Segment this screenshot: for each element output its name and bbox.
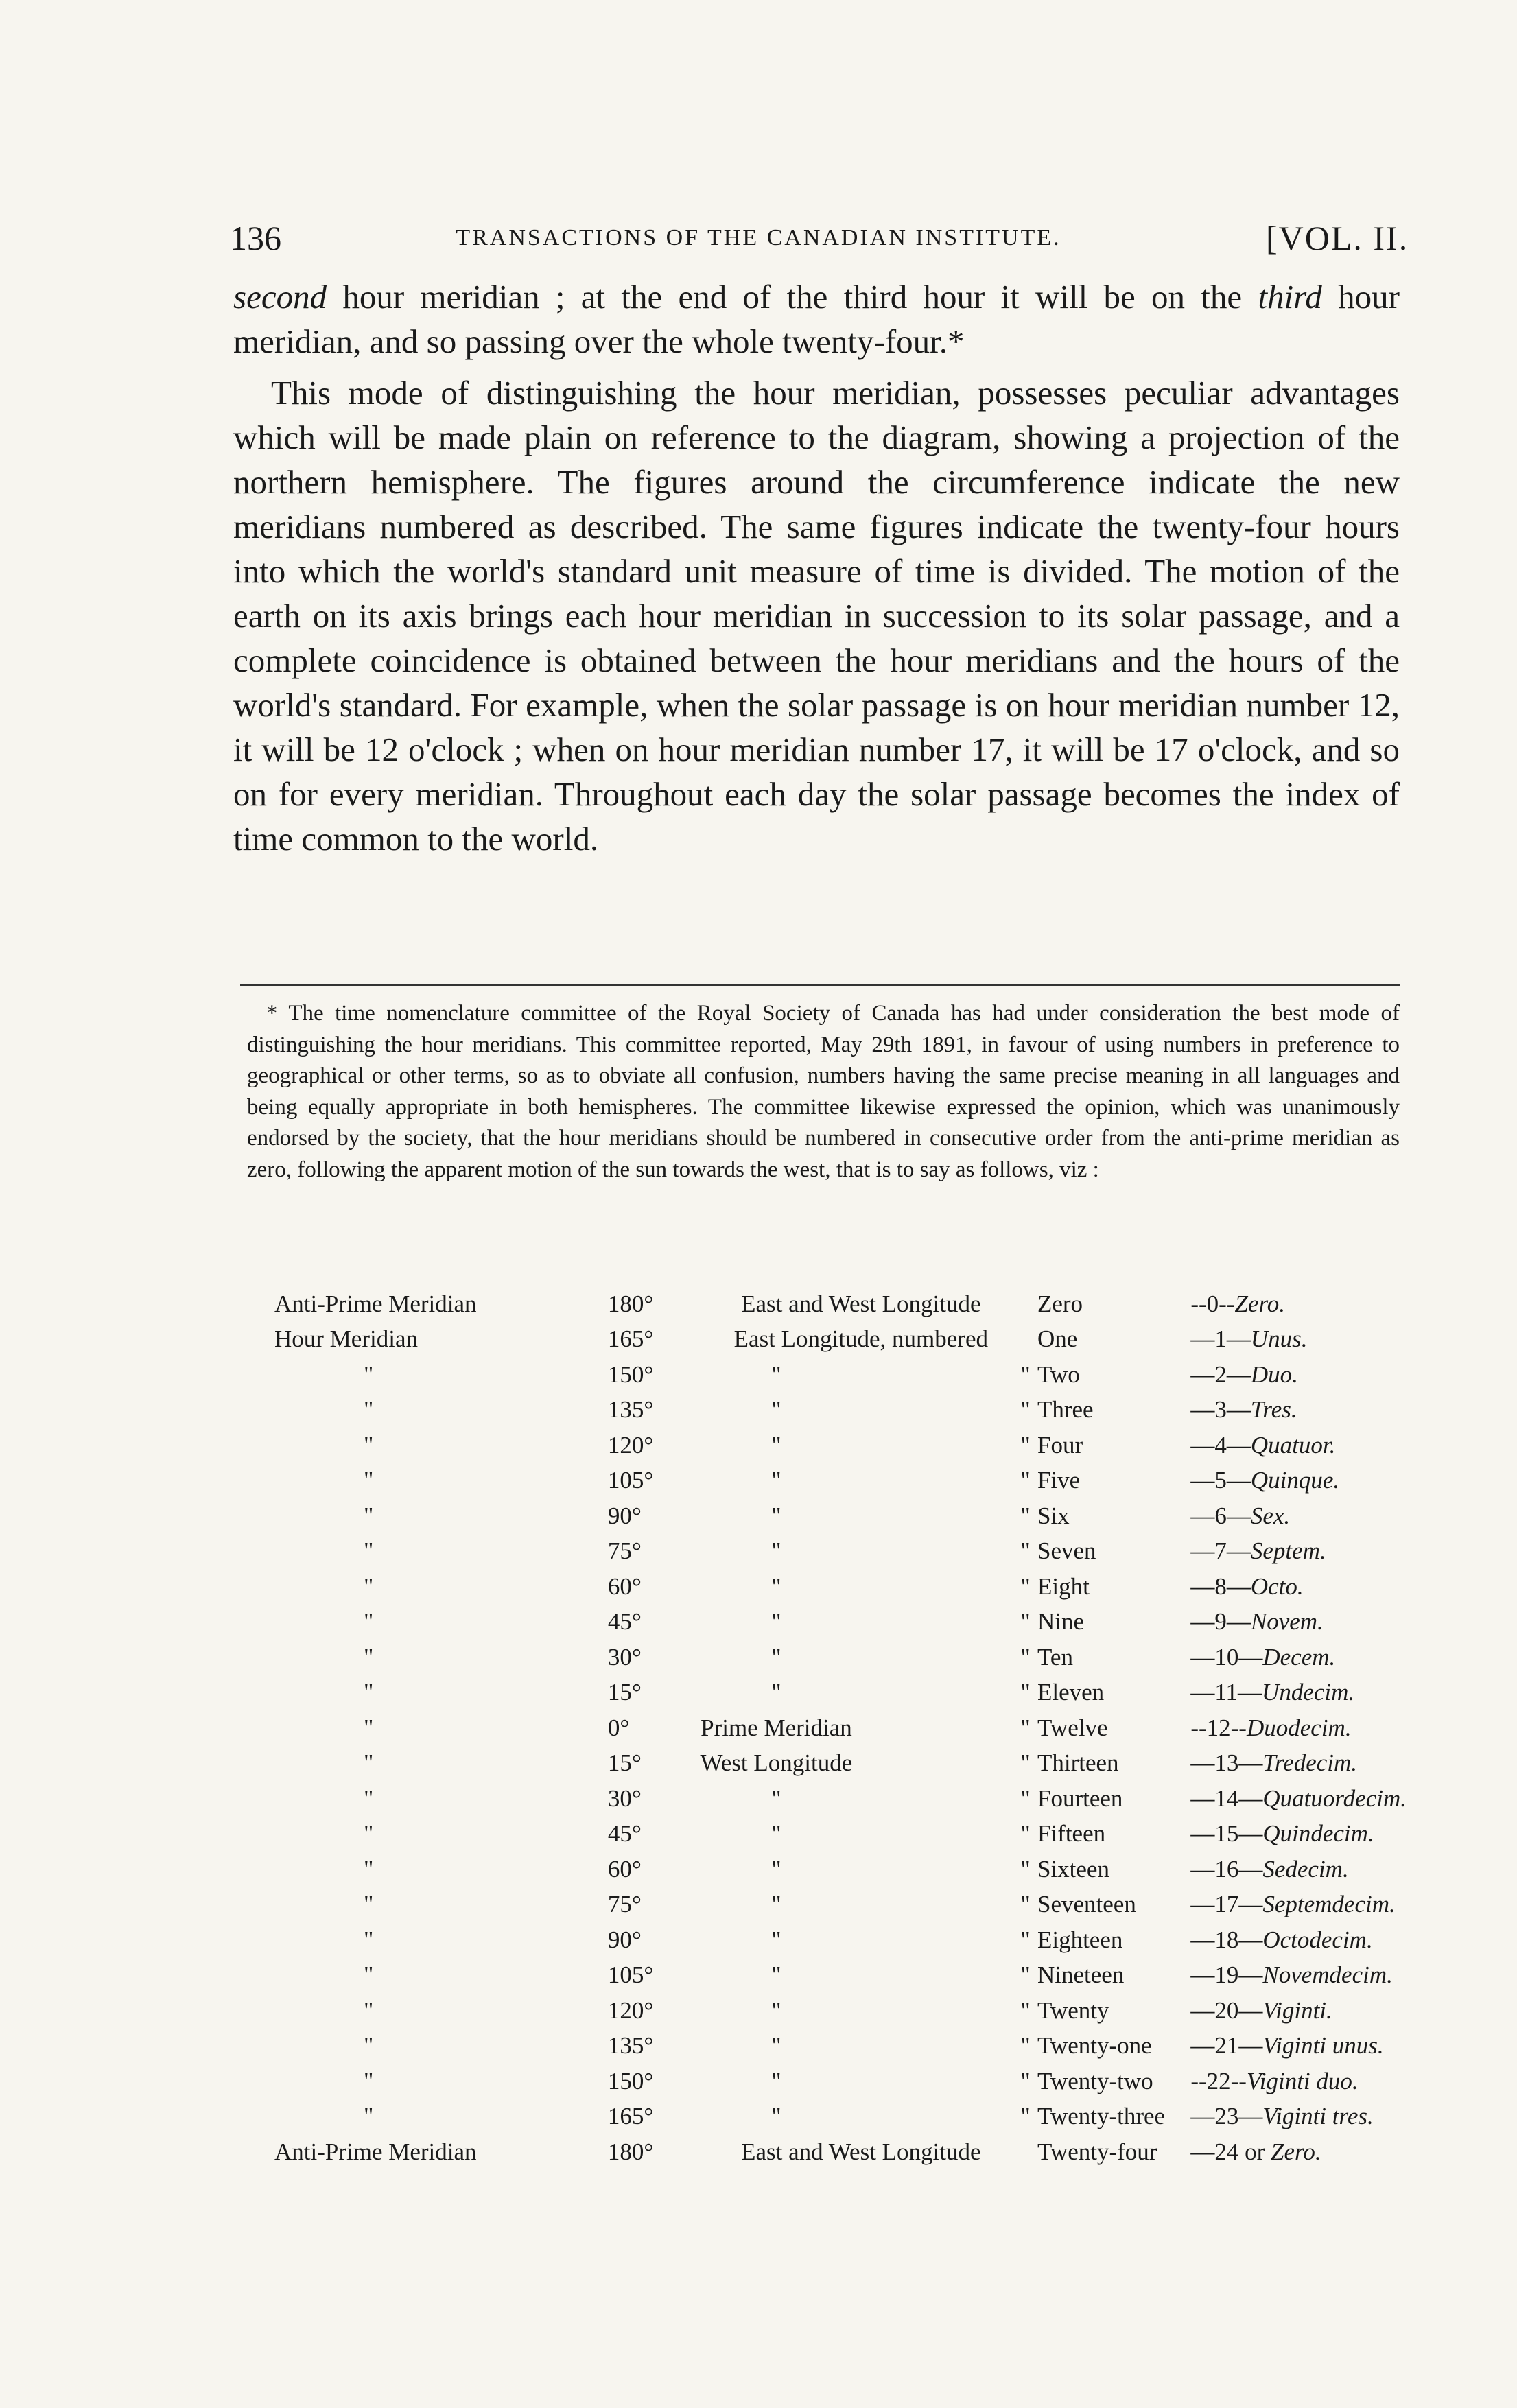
meridian-degree: 150° bbox=[607, 2067, 654, 2094]
meridian-description bbox=[685, 1781, 1037, 1817]
meridian-description bbox=[685, 1498, 1037, 1534]
latin-name: Sex. bbox=[1250, 1502, 1291, 1529]
description-text: " bbox=[771, 1502, 781, 1529]
meridian-description bbox=[685, 1605, 1037, 1640]
meridian-latin bbox=[1190, 1428, 1407, 1463]
meridian-numeral: —17— bbox=[1190, 1891, 1263, 1918]
description-text: " bbox=[771, 1537, 781, 1565]
meridian-degree: 120° bbox=[607, 1431, 654, 1459]
ditto-mark: " bbox=[1020, 1537, 1031, 1565]
meridian-numeral: —1— bbox=[1190, 1325, 1251, 1353]
footnote-text: * The time nomenclature committee of the Royal Society of Canada has had under consideration the best mode of distinguishing the hour meridians. This committee reported, May 29th 1891, in favour of using numbers in preference to geographical or other terms, so as to obviate all confusion, numbers having the same precise meaning in all languages and being equally appropriate in both hemispheres. The committee likewise expressed the opinion, which was unanimously endorsed by the society, that the hour meridians should be numbered in consecutive order from the anti-prime meridian as zero, following the apparent motion of the sun towards the west, that is to say as follows, viz : bbox=[247, 1001, 1400, 1182]
meridian-degree: 45° bbox=[607, 1608, 642, 1636]
meridian-name: " bbox=[364, 1961, 374, 1989]
meridian-description bbox=[685, 1393, 1037, 1428]
meridian-row bbox=[274, 1498, 1407, 1534]
meridian-degree: 15° bbox=[607, 1749, 642, 1777]
ditto-mark: " bbox=[1020, 2067, 1031, 2094]
latin-name: Novem. bbox=[1250, 1608, 1324, 1636]
latin-name: Septem. bbox=[1250, 1537, 1326, 1565]
meridian-degree: 90° bbox=[607, 1502, 642, 1529]
meridian-description bbox=[685, 2134, 1037, 2170]
meridian-number-word: Three bbox=[1037, 1396, 1094, 1424]
meridian-numeral: --0-- bbox=[1190, 1290, 1235, 1317]
meridian-table-body bbox=[274, 1286, 1407, 2170]
meridian-description bbox=[685, 1463, 1037, 1499]
meridian-degree: 135° bbox=[607, 2032, 654, 2059]
meridian-latin bbox=[1190, 1710, 1407, 1746]
emphasis-second: second bbox=[233, 278, 327, 316]
meridian-numeral: —21— bbox=[1190, 2032, 1263, 2059]
meridian-name: " bbox=[364, 2103, 374, 2130]
ditto-mark: " bbox=[1020, 1679, 1031, 1706]
meridian-description bbox=[685, 1993, 1037, 2029]
meridian-number-word: Seven bbox=[1037, 1537, 1096, 1565]
meridian-degree: 165° bbox=[607, 2103, 654, 2130]
meridian-numeral: --12-- bbox=[1190, 1714, 1247, 1741]
meridian-name: " bbox=[364, 1855, 374, 1882]
meridian-numeral: —13— bbox=[1190, 1749, 1263, 1777]
meridian-numeral: —14— bbox=[1190, 1784, 1263, 1812]
meridian-number-word: Six bbox=[1037, 1502, 1070, 1529]
meridian-table bbox=[274, 1286, 1407, 2170]
latin-name: Quindecim. bbox=[1262, 1820, 1374, 1848]
meridian-degree: 30° bbox=[607, 1784, 642, 1812]
latin-name: Viginti unus. bbox=[1262, 2032, 1384, 2059]
meridian-description bbox=[685, 1569, 1037, 1605]
meridian-name: " bbox=[364, 1467, 374, 1494]
meridian-latin bbox=[1190, 1393, 1407, 1428]
description-text: " bbox=[771, 1608, 781, 1636]
description-text: Prime Meridian bbox=[701, 1714, 852, 1741]
meridian-name: " bbox=[364, 1926, 374, 1953]
meridian-numeral: —7— bbox=[1190, 1537, 1251, 1565]
ditto-mark: " bbox=[1020, 1891, 1031, 1918]
meridian-name: " bbox=[364, 1784, 374, 1812]
description-text: " bbox=[771, 1926, 781, 1953]
meridian-number-word: Four bbox=[1037, 1431, 1083, 1459]
meridian-numeral: —5— bbox=[1190, 1467, 1251, 1494]
meridian-row bbox=[274, 1534, 1407, 1570]
latin-name: Novemdecim. bbox=[1262, 1961, 1393, 1989]
meridian-numeral: —16— bbox=[1190, 1855, 1263, 1882]
meridian-row bbox=[274, 1428, 1407, 1463]
meridian-number-word: Twenty-three bbox=[1037, 2103, 1166, 2130]
meridian-name: " bbox=[364, 1820, 374, 1848]
meridian-latin bbox=[1190, 1922, 1407, 1958]
meridian-number-word: Five bbox=[1037, 1467, 1081, 1494]
footnote bbox=[247, 998, 1400, 1185]
ditto-mark: " bbox=[1020, 1643, 1031, 1671]
meridian-number-word: Eighteen bbox=[1037, 1926, 1123, 1953]
latin-name: Duodecim. bbox=[1246, 1714, 1352, 1741]
meridian-latin bbox=[1190, 1286, 1407, 1322]
meridian-degree: 150° bbox=[607, 1360, 654, 1388]
description-text: " bbox=[771, 1467, 781, 1494]
meridian-degree: 105° bbox=[607, 1961, 654, 1989]
meridian-latin bbox=[1190, 1852, 1407, 1887]
meridian-latin bbox=[1190, 1640, 1407, 1675]
meridian-name: " bbox=[364, 1714, 374, 1741]
meridian-number-word: Sixteen bbox=[1037, 1855, 1109, 1882]
meridian-description bbox=[685, 1286, 1037, 1322]
meridian-degree: 15° bbox=[607, 1679, 642, 1706]
latin-name: Undecim. bbox=[1262, 1679, 1355, 1706]
meridian-degree: 120° bbox=[607, 1996, 654, 2024]
meridian-latin bbox=[1190, 1958, 1407, 1994]
description-text: " bbox=[771, 1679, 781, 1706]
meridian-row bbox=[274, 1393, 1407, 1428]
meridian-description bbox=[685, 1640, 1037, 1675]
meridian-row bbox=[274, 1605, 1407, 1640]
meridian-description bbox=[685, 1675, 1037, 1711]
meridian-number-word: Nine bbox=[1037, 1608, 1085, 1636]
meridian-row bbox=[274, 2134, 1407, 2170]
description-text: " bbox=[771, 1961, 781, 1989]
latin-name: Sedecim. bbox=[1262, 1855, 1349, 1882]
meridian-row bbox=[274, 1463, 1407, 1499]
meridian-number-word: Eight bbox=[1037, 1572, 1090, 1600]
latin-name: Octodecim. bbox=[1262, 1926, 1373, 1953]
latin-name: Quatuordecim. bbox=[1262, 1784, 1407, 1812]
latin-name: Quatuor. bbox=[1250, 1431, 1336, 1459]
meridian-numeral: —24 or bbox=[1190, 2138, 1271, 2165]
meridian-row bbox=[274, 1357, 1407, 1393]
meridian-number-word: Ten bbox=[1037, 1643, 1073, 1671]
ditto-mark: " bbox=[1020, 2032, 1031, 2059]
meridian-name: " bbox=[364, 1891, 374, 1918]
ditto-mark: " bbox=[1020, 2103, 1031, 2130]
meridian-name: " bbox=[364, 1360, 374, 1388]
meridian-number-word: Thirteen bbox=[1037, 1749, 1119, 1777]
meridian-degree: 75° bbox=[607, 1891, 642, 1918]
ditto-mark: " bbox=[1020, 1996, 1031, 2024]
paragraph-1-b: hour meridian, and so passing over the whole twenty-four.* bbox=[233, 278, 1400, 360]
meridian-latin bbox=[1190, 1357, 1407, 1393]
meridian-degree: 180° bbox=[607, 2138, 654, 2165]
meridian-degree: 60° bbox=[607, 1855, 642, 1882]
meridian-row bbox=[274, 1817, 1407, 1852]
meridian-name: " bbox=[364, 1749, 374, 1777]
meridian-description bbox=[685, 1534, 1037, 1570]
latin-name: Unus. bbox=[1250, 1325, 1308, 1353]
meridian-name: " bbox=[364, 2067, 374, 2094]
meridian-latin bbox=[1190, 2029, 1407, 2064]
meridian-description bbox=[685, 2029, 1037, 2064]
meridian-name: " bbox=[364, 1572, 374, 1600]
description-text: " bbox=[771, 1820, 781, 1848]
page-header bbox=[0, 218, 1517, 266]
latin-name: Zero. bbox=[1234, 1290, 1286, 1317]
meridian-row bbox=[274, 1640, 1407, 1675]
meridian-numeral: —9— bbox=[1190, 1608, 1251, 1636]
meridian-row bbox=[274, 2029, 1407, 2064]
meridian-latin bbox=[1190, 1463, 1407, 1499]
latin-name: Tres. bbox=[1250, 1396, 1297, 1424]
ditto-mark: " bbox=[1020, 1714, 1031, 1741]
meridian-numeral: —8— bbox=[1190, 1572, 1251, 1600]
meridian-description bbox=[685, 1322, 1037, 1358]
description-text: " bbox=[771, 2067, 781, 2094]
meridian-description bbox=[685, 1852, 1037, 1887]
meridian-number-word: Zero bbox=[1037, 1290, 1083, 1317]
description-text: East and West Longitude bbox=[741, 2138, 981, 2165]
paragraph-1 bbox=[233, 274, 1400, 364]
meridian-number-word: Twenty bbox=[1037, 1996, 1109, 2024]
meridian-name: Hour Meridian bbox=[274, 1325, 418, 1353]
ditto-mark: " bbox=[1020, 1608, 1031, 1636]
meridian-number-word: Twenty-two bbox=[1037, 2067, 1153, 2094]
meridian-name: " bbox=[364, 1608, 374, 1636]
meridian-latin bbox=[1190, 1675, 1407, 1711]
ditto-mark: " bbox=[1020, 1572, 1031, 1600]
meridian-row bbox=[274, 1710, 1407, 1746]
meridian-degree: 105° bbox=[607, 1467, 654, 1494]
meridian-description bbox=[685, 1958, 1037, 1994]
description-text: " bbox=[771, 1996, 781, 2024]
ditto-mark: " bbox=[1020, 1467, 1031, 1494]
meridian-latin bbox=[1190, 1993, 1407, 2029]
meridian-numeral: —19— bbox=[1190, 1961, 1263, 1989]
meridian-numeral: —10— bbox=[1190, 1643, 1263, 1671]
meridian-name: Anti-Prime Meridian bbox=[274, 2138, 477, 2165]
description-text: " bbox=[771, 2103, 781, 2130]
meridian-latin bbox=[1190, 1817, 1407, 1852]
meridian-description bbox=[685, 1357, 1037, 1393]
meridian-row bbox=[274, 2099, 1407, 2135]
meridian-name: " bbox=[364, 1537, 374, 1565]
meridian-row bbox=[274, 1922, 1407, 1958]
description-text: " bbox=[771, 1572, 781, 1600]
meridian-name: Anti-Prime Meridian bbox=[274, 1290, 477, 1317]
running-title: TRANSACTIONS OF THE CANADIAN INSTITUTE. bbox=[456, 225, 1061, 250]
meridian-numeral: --22-- bbox=[1190, 2067, 1247, 2094]
description-text: " bbox=[771, 1784, 781, 1812]
meridian-description bbox=[685, 1746, 1037, 1782]
ditto-mark: " bbox=[1020, 1396, 1031, 1424]
meridian-latin bbox=[1190, 1781, 1407, 1817]
meridian-numeral: —18— bbox=[1190, 1926, 1263, 1953]
meridian-number-word: Eleven bbox=[1037, 1679, 1105, 1706]
meridian-number-word: Seventeen bbox=[1037, 1891, 1136, 1918]
description-text: " bbox=[771, 1396, 781, 1424]
meridian-numeral: —3— bbox=[1190, 1396, 1251, 1424]
meridian-description bbox=[685, 2099, 1037, 2135]
meridian-degree: 30° bbox=[607, 1643, 642, 1671]
meridian-row bbox=[274, 1746, 1407, 1782]
meridian-description bbox=[685, 1428, 1037, 1463]
meridian-description bbox=[685, 1922, 1037, 1958]
meridian-numeral: —11— bbox=[1190, 1679, 1262, 1706]
meridian-number-word: Nineteen bbox=[1037, 1961, 1125, 1989]
latin-name: Viginti. bbox=[1262, 1996, 1332, 2024]
meridian-latin bbox=[1190, 1569, 1407, 1605]
meridian-latin bbox=[1190, 2064, 1407, 2099]
meridian-name: " bbox=[364, 2032, 374, 2059]
meridian-latin bbox=[1190, 1746, 1407, 1782]
meridian-degree: 0° bbox=[607, 1714, 630, 1741]
latin-name: Zero. bbox=[1271, 2138, 1321, 2165]
meridian-numeral: —4— bbox=[1190, 1431, 1251, 1459]
meridian-row bbox=[274, 1675, 1407, 1711]
description-text: " bbox=[771, 1891, 781, 1918]
meridian-row bbox=[274, 1852, 1407, 1887]
meridian-numeral: —6— bbox=[1190, 1502, 1251, 1529]
meridian-description bbox=[685, 1710, 1037, 1746]
meridian-numeral: —2— bbox=[1190, 1360, 1251, 1388]
ditto-mark: " bbox=[1020, 1749, 1031, 1777]
meridian-row bbox=[274, 1887, 1407, 1923]
meridian-number-word: Fifteen bbox=[1037, 1820, 1106, 1848]
meridian-description bbox=[685, 1817, 1037, 1852]
ditto-mark: " bbox=[1020, 1820, 1031, 1848]
meridian-description bbox=[685, 2064, 1037, 2099]
meridian-degree: 45° bbox=[607, 1820, 642, 1848]
meridian-row bbox=[274, 2064, 1407, 2099]
description-text: " bbox=[771, 1431, 781, 1459]
description-text: " bbox=[771, 1855, 781, 1882]
description-text: East and West Longitude bbox=[741, 1290, 981, 1317]
meridian-degree: 135° bbox=[607, 1396, 654, 1424]
meridian-degree: 60° bbox=[607, 1572, 642, 1600]
meridian-number-word: Twenty-one bbox=[1037, 2032, 1152, 2059]
ditto-mark: " bbox=[1020, 1502, 1031, 1529]
ditto-mark: " bbox=[1020, 1431, 1031, 1459]
page-number: 136 bbox=[230, 219, 281, 257]
meridian-number-word: One bbox=[1037, 1325, 1078, 1353]
meridian-row bbox=[274, 1286, 1407, 1322]
volume-label: [VOL. II. bbox=[1266, 219, 1409, 257]
ditto-mark: " bbox=[1020, 1926, 1031, 1953]
meridian-degree: 90° bbox=[607, 1926, 642, 1953]
meridian-description bbox=[685, 1887, 1037, 1923]
meridian-name: " bbox=[364, 1679, 374, 1706]
meridian-degree: 165° bbox=[607, 1325, 654, 1353]
meridian-latin bbox=[1190, 1534, 1407, 1570]
description-text: East Longitude, numbered bbox=[733, 1325, 988, 1353]
latin-name: Quinque. bbox=[1250, 1467, 1340, 1494]
meridian-latin bbox=[1190, 2099, 1407, 2135]
description-text: " bbox=[771, 2032, 781, 2059]
description-text: West Longitude bbox=[700, 1749, 853, 1777]
ditto-mark: " bbox=[1020, 1855, 1031, 1882]
meridian-name: " bbox=[364, 1431, 374, 1459]
latin-name: Decem. bbox=[1262, 1643, 1336, 1671]
meridian-name: " bbox=[364, 1502, 374, 1529]
description-text: " bbox=[771, 1643, 781, 1671]
paragraph-2: This mode of distinguishing the hour meridian, possesses peculiar advantages which will be made plain on reference to the diagram, showing a projection of the northern hemisphere. The figures around the circumference indicate the new meridians numbered as described. The same figures indicate the twenty-four hours into which the world's standard unit measure of time is divided. The motion of the earth on its axis brings each hour meridian in succession to its solar passage, and a complete coincidence is obtained between the hour meridians and the hours of the world's standard. For example, when the solar passage is on hour meridian number 12, it will be 12 o'clock ; when on hour meridian number 17, it will be 17 o'clock, and so on for every meridian. Throughout each day the solar passage becomes the index of time common to the world. bbox=[233, 374, 1400, 858]
meridian-name: " bbox=[364, 1396, 374, 1424]
meridian-row bbox=[274, 1322, 1407, 1358]
meridian-latin bbox=[1190, 1605, 1407, 1640]
meridian-degree: 75° bbox=[607, 1537, 642, 1565]
meridian-row bbox=[274, 1993, 1407, 2029]
latin-name: Septemdecim. bbox=[1262, 1891, 1396, 1918]
meridian-latin bbox=[1190, 2134, 1407, 2170]
meridian-name: " bbox=[364, 1643, 374, 1671]
meridian-number-word: Two bbox=[1037, 1360, 1080, 1388]
meridian-numeral: —23— bbox=[1190, 2103, 1263, 2130]
meridian-latin bbox=[1190, 1887, 1407, 1923]
description-text: " bbox=[771, 1360, 781, 1388]
latin-name: Octo. bbox=[1250, 1572, 1304, 1600]
meridian-degree: 180° bbox=[607, 1290, 654, 1317]
meridian-number-word: Twelve bbox=[1037, 1714, 1108, 1741]
ditto-mark: " bbox=[1020, 1360, 1031, 1388]
footnote-divider bbox=[240, 984, 1400, 986]
meridian-row bbox=[274, 1781, 1407, 1817]
latin-name: Duo. bbox=[1250, 1360, 1298, 1388]
meridian-latin bbox=[1190, 1498, 1407, 1534]
ditto-mark: " bbox=[1020, 1961, 1031, 1989]
emphasis-third: third bbox=[1258, 278, 1322, 316]
meridian-row bbox=[274, 1569, 1407, 1605]
meridian-numeral: —15— bbox=[1190, 1820, 1263, 1848]
paragraph-1-a: hour meridian ; at the end of the third hour it will be on the bbox=[327, 278, 1258, 316]
meridian-number-word: Twenty-four bbox=[1037, 2138, 1157, 2165]
meridian-numeral: —20— bbox=[1190, 1996, 1263, 2024]
ditto-mark: " bbox=[1020, 1784, 1031, 1812]
meridian-row bbox=[274, 1958, 1407, 1994]
meridian-latin bbox=[1190, 1322, 1407, 1358]
meridian-name: " bbox=[364, 1996, 374, 2024]
body-text bbox=[233, 274, 1400, 861]
latin-name: Tredecim. bbox=[1262, 1749, 1358, 1777]
latin-name: Viginti tres. bbox=[1262, 2103, 1374, 2130]
meridian-number-word: Fourteen bbox=[1037, 1784, 1123, 1812]
latin-name: Viginti duo. bbox=[1246, 2067, 1359, 2094]
